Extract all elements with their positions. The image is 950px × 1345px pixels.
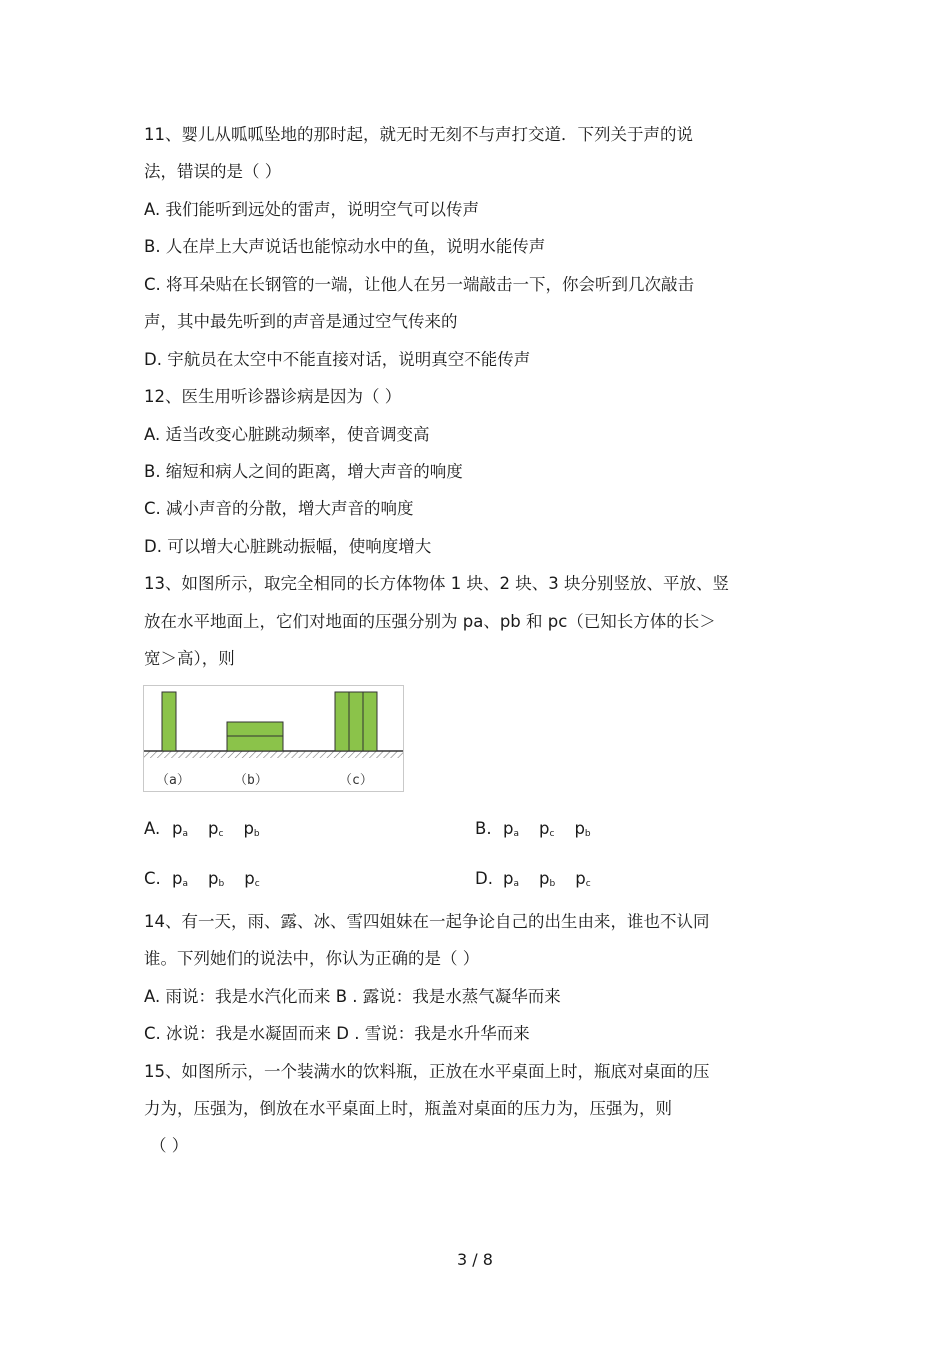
option-label: C.: [144, 869, 161, 888]
ground-hatching: [144, 751, 403, 758]
q13-stem-line2: 放在水平地面上，它们对地面的压强分别为 pa、pb 和 pc（已知长方体的长＞: [144, 612, 716, 631]
q11-stem-line1: 11、婴儿从呱呱坠地的那时起，就无时无刻不与声打交道．下列关于声的说: [144, 125, 693, 144]
block-a: [162, 692, 176, 751]
q13-option-a: [144, 818, 280, 845]
q13-option-d: [475, 868, 611, 895]
q13-figure: [143, 685, 404, 792]
q11-stem-line2: 法，错误的是（ ）: [144, 162, 282, 181]
pressure-term: $p_c$: [244, 869, 260, 889]
q11-option-d: D. 宇航员在太空中不能直接对话，说明真空不能传声: [144, 350, 531, 369]
pressure-term: $p_b$: [574, 819, 591, 839]
q13-option-b: [475, 818, 611, 845]
q14-stem-line1: 14、有一天，雨、露、冰、雪四姐妹在一起争论自己的出生由来，谁也不认同: [144, 912, 710, 931]
option-label: D.: [475, 869, 493, 888]
figure-label-c: （c）: [339, 773, 373, 788]
pressure-term: $p_a$: [172, 869, 188, 889]
block-b-top: [227, 722, 283, 736]
pressure-term: $p_a$: [503, 869, 519, 889]
q11-option-a: A. 我们能听到远处的雷声，说明空气可以传声: [144, 200, 479, 219]
q11-option-c-line1: C. 将耳朵贴在长钢管的一端，让他人在另一端敲击一下，你会听到几次敲击: [144, 275, 695, 294]
q11-option-b: B. 人在岸上大声说话也能惊动水中的鱼，说明水能传声: [144, 237, 546, 256]
block-c-3: [363, 692, 377, 751]
page-number: 3 / 8: [457, 1250, 493, 1269]
q15-stem-line3: （ ）: [150, 1136, 189, 1155]
pressure-term: $p_b$: [243, 819, 260, 839]
block-c-2: [349, 692, 363, 751]
block-c-1: [335, 692, 349, 751]
q11-option-c-line2: 声，其中最先听到的声音是通过空气传来的: [144, 312, 458, 331]
q12-stem: 12、医生用听诊器诊病是因为（ ）: [144, 387, 402, 406]
q12-option-a: A. 适当改变心脏跳动频率，使音调变高: [144, 425, 430, 444]
pressure-term: $p_a$: [503, 819, 519, 839]
q13-stem-line3: 宽＞高），则: [144, 649, 235, 668]
pressure-term: $p_b$: [539, 869, 556, 889]
q12-option-c: C. 减小声音的分散，增大声音的响度: [144, 499, 414, 518]
q13-option-c: [144, 868, 280, 895]
pressure-term: $p_c$: [208, 819, 224, 839]
option-label: B.: [475, 819, 492, 838]
figure-label-b: （b）: [234, 773, 268, 788]
q15-stem-line1: 15、如图所示，一个装满水的饮料瓶，正放在水平桌面上时，瓶底对桌面的压: [144, 1062, 710, 1081]
block-b-bottom: [227, 736, 283, 751]
q14-options-ab: A. 雨说：我是水汽化而来 B . 露说：我是水蒸气凝华而来: [144, 987, 561, 1006]
figure-label-a: （a）: [156, 773, 190, 788]
q12-option-b: B. 缩短和病人之间的距离，增大声音的响度: [144, 462, 463, 481]
pressure-term: $p_c$: [575, 869, 591, 889]
q14-stem-line2: 谁。下列她们的说法中，你认为正确的是（ ）: [144, 949, 480, 968]
pressure-term: $p_b$: [208, 869, 225, 889]
pressure-term: $p_a$: [172, 819, 188, 839]
pressure-term: $p_c$: [539, 819, 555, 839]
q12-option-d: D. 可以增大心脏跳动振幅，使响度增大: [144, 537, 432, 556]
q14-options-cd: C. 冰说：我是水凝固而来 D . 雪说：我是水升华而来: [144, 1024, 530, 1043]
option-label: A.: [144, 819, 161, 838]
q13-stem-line1: 13、如图所示，取完全相同的长方体物体 1 块、2 块、3 块分别竖放、平放、竖: [144, 574, 729, 593]
q15-stem-line2: 力为，压强为，倒放在水平桌面上时，瓶盖对桌面的压力为，压强为，则: [144, 1099, 672, 1118]
